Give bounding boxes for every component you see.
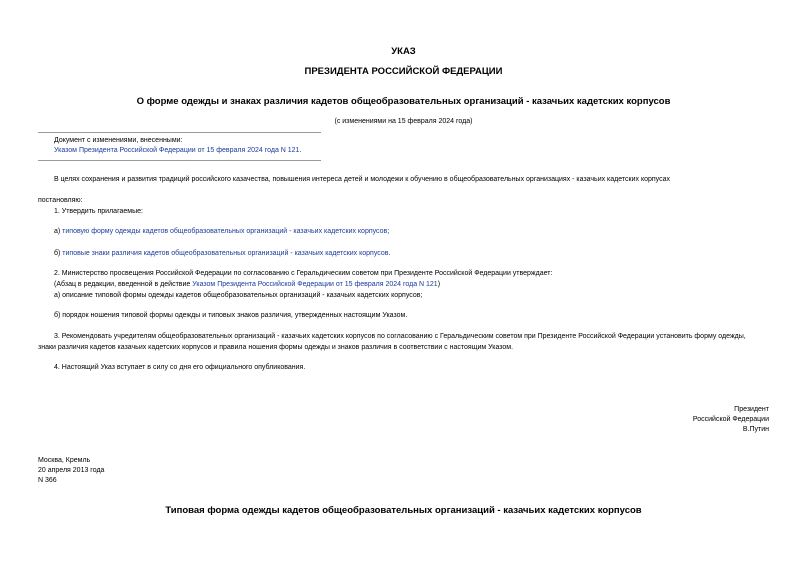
document-subject: О форме одежды и знаках различия кадетов общеобразовательных организаций - казачьих кадетских корпусов — [136, 96, 671, 107]
signature-country: Российской Федерации — [692, 416, 769, 423]
amending-decree-link[interactable]: Указом Президента Российской Федерации от 15 февраля 2024 года N 121 — [54, 147, 300, 154]
paragraph-1: 1. Утвердить прилагаемые: — [54, 208, 143, 215]
paragraph-4: 4. Настоящий Указ вступает в силу со дня его официального опубликования. — [54, 364, 306, 371]
decree-word: постановляю: — [38, 197, 83, 204]
paragraph-1a-suffix: ; — [387, 228, 390, 235]
changes-box-bottom-rule — [38, 160, 321, 161]
paragraph-1b-prefix: б) — [54, 250, 63, 257]
paragraph-1a-prefix: а) — [54, 228, 63, 235]
paragraph-2a: а) описание типовой формы одежды кадетов общеобразовательных организаций - казачьих кадетских корпусов; — [54, 292, 423, 299]
signature-title: Президент — [734, 406, 769, 413]
uniform-link[interactable]: типовую форму одежды кадетов общеобразовательных организаций - казачьих кадетских корпусов — [62, 228, 388, 235]
paragraph-1a — [54, 227, 389, 236]
paragraph-1b-suffix: . — [388, 250, 391, 257]
paragraph-2b: б) порядок ношения типовой формы одежды и типовых знаков различия, утвержденных настоящим Указом. — [54, 312, 408, 319]
paragraph-2-amendment — [54, 280, 440, 289]
changes-box-top-rule — [38, 132, 321, 133]
amendment-suffix: ) — [437, 281, 441, 288]
paragraph-2: 2. Министерство просвещения Российской Федерации по согласованию с Геральдическим советом при Президенте Российской Федерации утверждает: — [54, 270, 553, 277]
signing-place: Москва, Кремль — [38, 457, 91, 464]
changes-box-link-suffix: . — [299, 147, 302, 154]
preamble: В целях сохранения и развития традиций российского казачества, повышения интереса детей и молодежи к обучению в общеобразовательных организациях - казачьих кадетских корпусах — [54, 176, 670, 183]
paragraph-1b — [54, 249, 390, 258]
changes-box-label: Документ с изменениями, внесенными: — [54, 137, 183, 144]
amendment-prefix: (Абзац в редакции, введенной в действие — [54, 281, 193, 288]
revision-note: (с изменениями на 15 февраля 2024 года) — [334, 118, 473, 125]
paragraph-3-line-1: 3. Рекомендовать учредителям общеобразовательных организаций - казачьих кадетских корпусов по согласованию с Геральдическим советом при Президенте Российской Федерации установить форму одежды, — [54, 333, 746, 340]
document-title: УКАЗ — [391, 46, 416, 57]
appendix-title: Типовая форма одежды кадетов общеобразовательных организаций - казачьих кадетских корпусов — [165, 505, 642, 516]
amendment-decree-link[interactable]: Указом Президента Российской Федерации от 15 февраля 2024 года N 121 — [192, 281, 438, 288]
document-issuer: ПРЕЗИДЕНТА РОССИЙСКОЙ ФЕДЕРАЦИИ — [304, 66, 503, 77]
insignia-link[interactable]: типовые знаки различия кадетов общеобразовательных организаций - казачьих кадетских корпусов — [62, 250, 389, 257]
paragraph-3-line-2: знаки различия кадетов казачьих кадетских корпусов и правила ношения формы одежды и знаков различия в соответствии с настоящим Указом. — [38, 344, 514, 351]
decree-number: N 366 — [38, 477, 57, 484]
signing-date: 20 апреля 2013 года — [38, 467, 105, 474]
signature-name: В.Путин — [742, 426, 769, 433]
changes-box-line — [54, 146, 301, 155]
